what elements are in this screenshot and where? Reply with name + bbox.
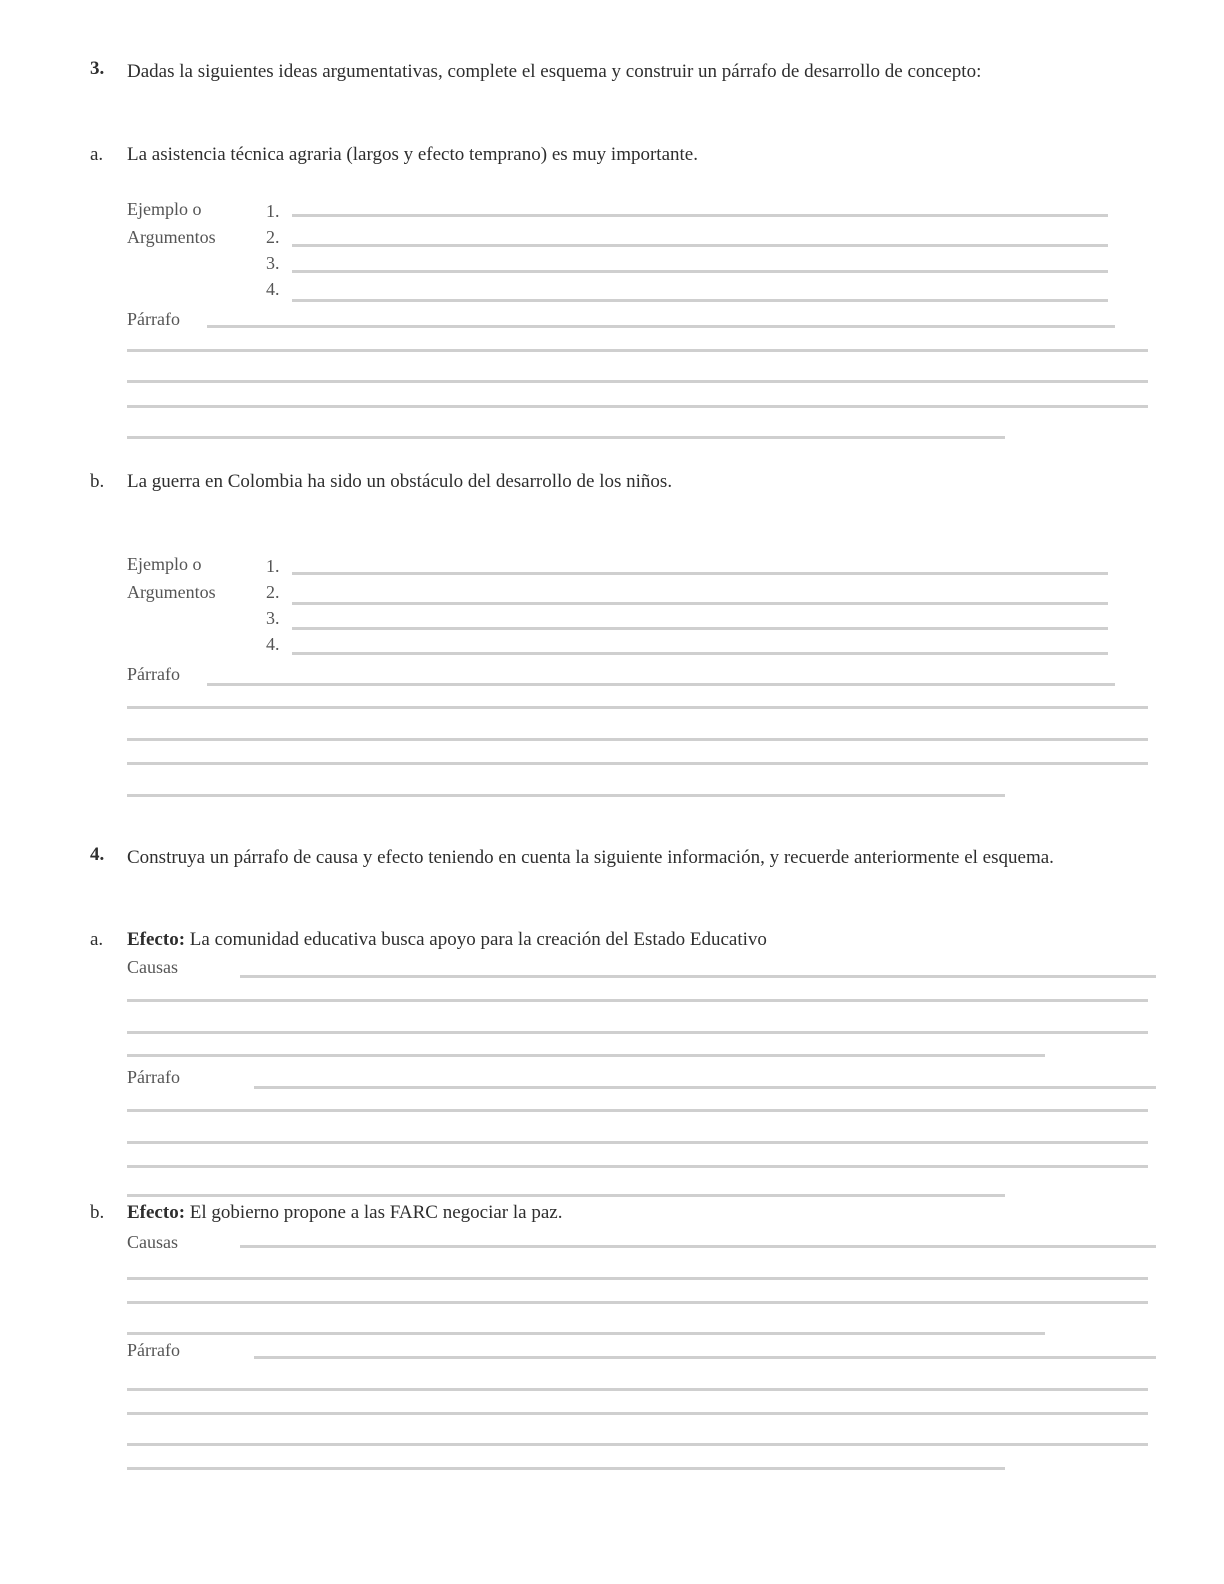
example-number: 2.	[266, 582, 280, 602]
example-answer-line[interactable]	[292, 270, 1108, 273]
effect-label: Efecto:	[127, 929, 186, 950]
causes-answer-line[interactable]	[127, 1277, 1148, 1280]
paragraph-answer-line[interactable]	[127, 762, 1148, 765]
paragraph-answer-line[interactable]	[254, 1356, 1156, 1359]
paragraph-answer-line[interactable]	[127, 1412, 1148, 1415]
paragraph-answer-line[interactable]	[127, 794, 1005, 797]
paragraph-label: Párrafo	[127, 1340, 180, 1360]
examples-label: Ejemplo o	[127, 554, 202, 574]
paragraph-label: Párrafo	[127, 664, 180, 684]
paragraph-answer-line[interactable]	[127, 1141, 1148, 1144]
item-4b-letter: b.	[90, 1202, 105, 1223]
causes-answer-line[interactable]	[127, 1031, 1148, 1034]
item-3a-statement: La asistencia técnica agraria (largos y efecto temprano) es muy importante.	[127, 144, 698, 165]
example-answer-line[interactable]	[292, 602, 1108, 605]
examples-label: Argumentos	[127, 227, 216, 247]
question-4-number: 4.	[90, 844, 105, 865]
causes-answer-line[interactable]	[240, 1245, 1156, 1248]
causes-answer-line[interactable]	[240, 975, 1156, 978]
paragraph-answer-line[interactable]	[127, 405, 1148, 408]
causes-label: Causas	[127, 1232, 178, 1252]
examples-label: Argumentos	[127, 582, 216, 602]
paragraph-answer-line[interactable]	[127, 436, 1005, 439]
question-3-prompt: Dadas la siguientes ideas argumentativas, complete el esquema y construir un párrafo de desarrollo de concepto:	[127, 61, 982, 82]
item-4b-statement	[127, 1200, 562, 1226]
paragraph-answer-line[interactable]	[127, 1388, 1148, 1391]
example-number: 3.	[266, 253, 280, 273]
paragraph-answer-line[interactable]	[207, 683, 1115, 686]
paragraph-answer-line[interactable]	[127, 706, 1148, 709]
paragraph-label: Párrafo	[127, 309, 180, 329]
example-number: 2.	[266, 227, 280, 247]
example-answer-line[interactable]	[292, 299, 1108, 302]
effect-label: Efecto:	[127, 1202, 186, 1223]
example-answer-line[interactable]	[292, 652, 1108, 655]
item-3b-letter: b.	[90, 471, 105, 492]
causes-answer-line[interactable]	[127, 999, 1148, 1002]
example-number: 3.	[266, 608, 280, 628]
item-3b-statement: La guerra en Colombia ha sido un obstáculo del desarrollo de los niños.	[127, 471, 673, 492]
paragraph-answer-line[interactable]	[127, 349, 1148, 352]
example-answer-line[interactable]	[292, 214, 1108, 217]
effect-text: La comunidad educativa busca apoyo para la creación del Estado Educativo	[189, 929, 767, 950]
example-number: 4.	[266, 279, 280, 299]
paragraph-answer-line[interactable]	[127, 1467, 1005, 1470]
paragraph-answer-line[interactable]	[127, 1194, 1005, 1197]
item-3a-letter: a.	[90, 144, 104, 165]
example-number: 4.	[266, 634, 280, 654]
effect-text: El gobierno propone a las FARC negociar la paz.	[189, 1202, 563, 1223]
causes-answer-line[interactable]	[127, 1332, 1045, 1335]
paragraph-answer-line[interactable]	[207, 325, 1115, 328]
paragraph-answer-line[interactable]	[127, 1109, 1148, 1112]
causes-label: Causas	[127, 957, 178, 977]
example-number: 1.	[266, 556, 280, 576]
paragraph-answer-line[interactable]	[127, 1165, 1148, 1168]
paragraph-answer-line[interactable]	[127, 380, 1148, 383]
example-answer-line[interactable]	[292, 627, 1108, 630]
example-number: 1.	[266, 201, 280, 221]
paragraph-answer-line[interactable]	[127, 738, 1148, 741]
question-3-number: 3.	[90, 58, 105, 79]
example-answer-line[interactable]	[292, 244, 1108, 247]
paragraph-answer-line[interactable]	[254, 1086, 1156, 1089]
example-answer-line[interactable]	[292, 572, 1108, 575]
question-4-prompt: Construya un párrafo de causa y efecto teniendo en cuenta la siguiente información, y recuerde anteriormente el esquema.	[127, 847, 1054, 868]
item-4a-statement	[127, 927, 767, 953]
paragraph-answer-line[interactable]	[127, 1443, 1148, 1446]
causes-answer-line[interactable]	[127, 1301, 1148, 1304]
causes-answer-line[interactable]	[127, 1054, 1045, 1057]
examples-label: Ejemplo o	[127, 199, 202, 219]
item-4a-letter: a.	[90, 929, 104, 950]
paragraph-label: Párrafo	[127, 1067, 180, 1087]
